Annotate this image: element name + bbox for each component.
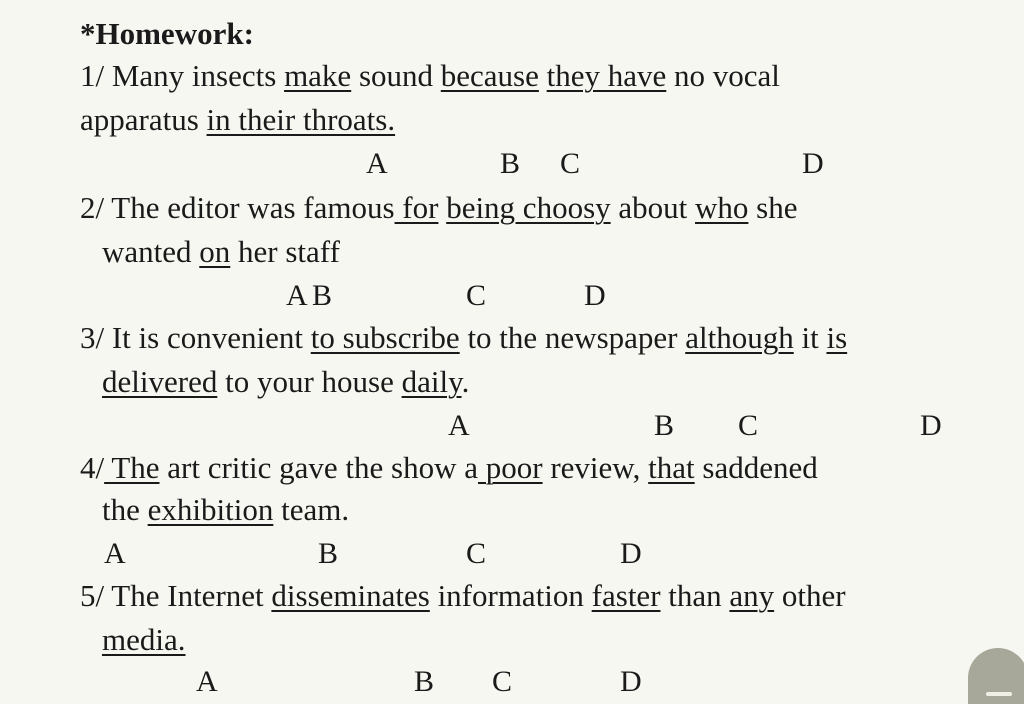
minus-icon — [986, 692, 1012, 696]
q3-option-a: to subscribe — [310, 320, 460, 355]
question-4-option-letters — [0, 534, 1024, 574]
q4-text: review, — [542, 450, 649, 485]
q3-letter-b: B — [654, 409, 675, 442]
q2-text: about — [610, 190, 696, 225]
question-4-line-1 — [80, 448, 818, 488]
q3-text: it — [793, 320, 827, 355]
q1-text: apparatus — [80, 102, 207, 137]
q3-text: . — [461, 364, 470, 399]
q4-text: art critic gave the show a — [159, 450, 478, 485]
q3-option-c: is — [826, 320, 848, 355]
q3-option-c-cont: delivered — [102, 364, 218, 399]
q1-option-d: in their throats. — [206, 102, 396, 137]
q2-letter-a: A — [286, 279, 308, 312]
q5-letter-d: D — [620, 665, 642, 698]
q3-letter-a: A — [448, 409, 470, 442]
question-1-option-letters — [0, 144, 1024, 184]
q1-letter-d: D — [802, 147, 824, 180]
q1-option-a: make — [284, 58, 352, 93]
q4-letter-b: B — [318, 537, 339, 570]
q1-letter-a: A — [366, 147, 388, 180]
question-2-line-2 — [102, 232, 340, 272]
q5-option-d: media. — [102, 622, 186, 657]
question-4-line-2 — [102, 490, 349, 530]
q4-letter-a: A — [104, 537, 126, 570]
q4-text: 4/ — [80, 450, 105, 485]
q2-text: her staff — [230, 234, 340, 269]
q5-letter-c: C — [492, 665, 513, 698]
q1-text: sound — [351, 58, 441, 93]
q4-text: saddened — [694, 450, 818, 485]
question-5-line-1 — [80, 576, 846, 616]
q4-text: team. — [273, 492, 350, 527]
q2-text: 2/ The editor was famous — [80, 190, 395, 225]
q2-letter-b: B — [312, 279, 333, 312]
q1-letter-b: B — [500, 147, 521, 180]
q2-option-b: being choosy — [446, 190, 611, 225]
q5-letter-a: A — [196, 665, 218, 698]
q2-option-d: on — [199, 234, 231, 269]
scroll-to-bottom-button[interactable] — [968, 648, 1024, 704]
q5-text: 5/ The Internet — [80, 578, 272, 613]
q1-text: 1/ Many insects — [80, 58, 285, 93]
q3-option-b: although — [685, 320, 794, 355]
question-3-line-1 — [80, 318, 847, 358]
q2-letter-c: C — [466, 279, 487, 312]
q2-text: wanted — [102, 234, 200, 269]
q5-text: other — [774, 578, 846, 613]
q1-letter-c: C — [560, 147, 581, 180]
q5-text: than — [660, 578, 730, 613]
q4-letter-d: D — [620, 537, 642, 570]
q5-option-c: any — [729, 578, 775, 613]
q4-letter-c: C — [466, 537, 487, 570]
question-3-line-2 — [102, 362, 469, 402]
question-5-option-letters — [0, 662, 1024, 702]
q1-text — [539, 58, 547, 93]
q3-text: 3/ It is convenient — [80, 320, 311, 355]
q3-option-d: daily — [401, 364, 462, 399]
q2-text: she — [748, 190, 798, 225]
q5-option-a: disseminates — [271, 578, 430, 613]
q1-option-c: they have — [546, 58, 667, 93]
question-3-option-letters — [0, 406, 1024, 446]
question-1-line-2 — [80, 100, 395, 140]
question-2-option-letters — [0, 276, 1024, 316]
q2-option-a: for — [394, 190, 439, 225]
q4-text: the — [102, 492, 148, 527]
q3-letter-c: C — [738, 409, 759, 442]
question-5-line-2 — [102, 620, 186, 660]
q3-text: to the newspaper — [459, 320, 686, 355]
q5-option-b: faster — [591, 578, 661, 613]
q2-letter-d: D — [584, 279, 606, 312]
question-2-line-1 — [80, 188, 797, 228]
q4-option-d: exhibition — [147, 492, 274, 527]
q4-option-b: poor — [478, 450, 543, 485]
q4-option-a: The — [104, 450, 160, 485]
q3-text: to your house — [217, 364, 402, 399]
q1-option-b: because — [440, 58, 539, 93]
q1-text: no vocal — [666, 58, 780, 93]
q4-option-c: that — [648, 450, 695, 485]
q2-option-c: who — [695, 190, 749, 225]
q3-letter-d: D — [920, 409, 942, 442]
q5-letter-b: B — [414, 665, 435, 698]
q5-text: information — [429, 578, 592, 613]
question-1-line-1 — [80, 56, 780, 96]
homework-title: *Homework: — [80, 16, 254, 51]
